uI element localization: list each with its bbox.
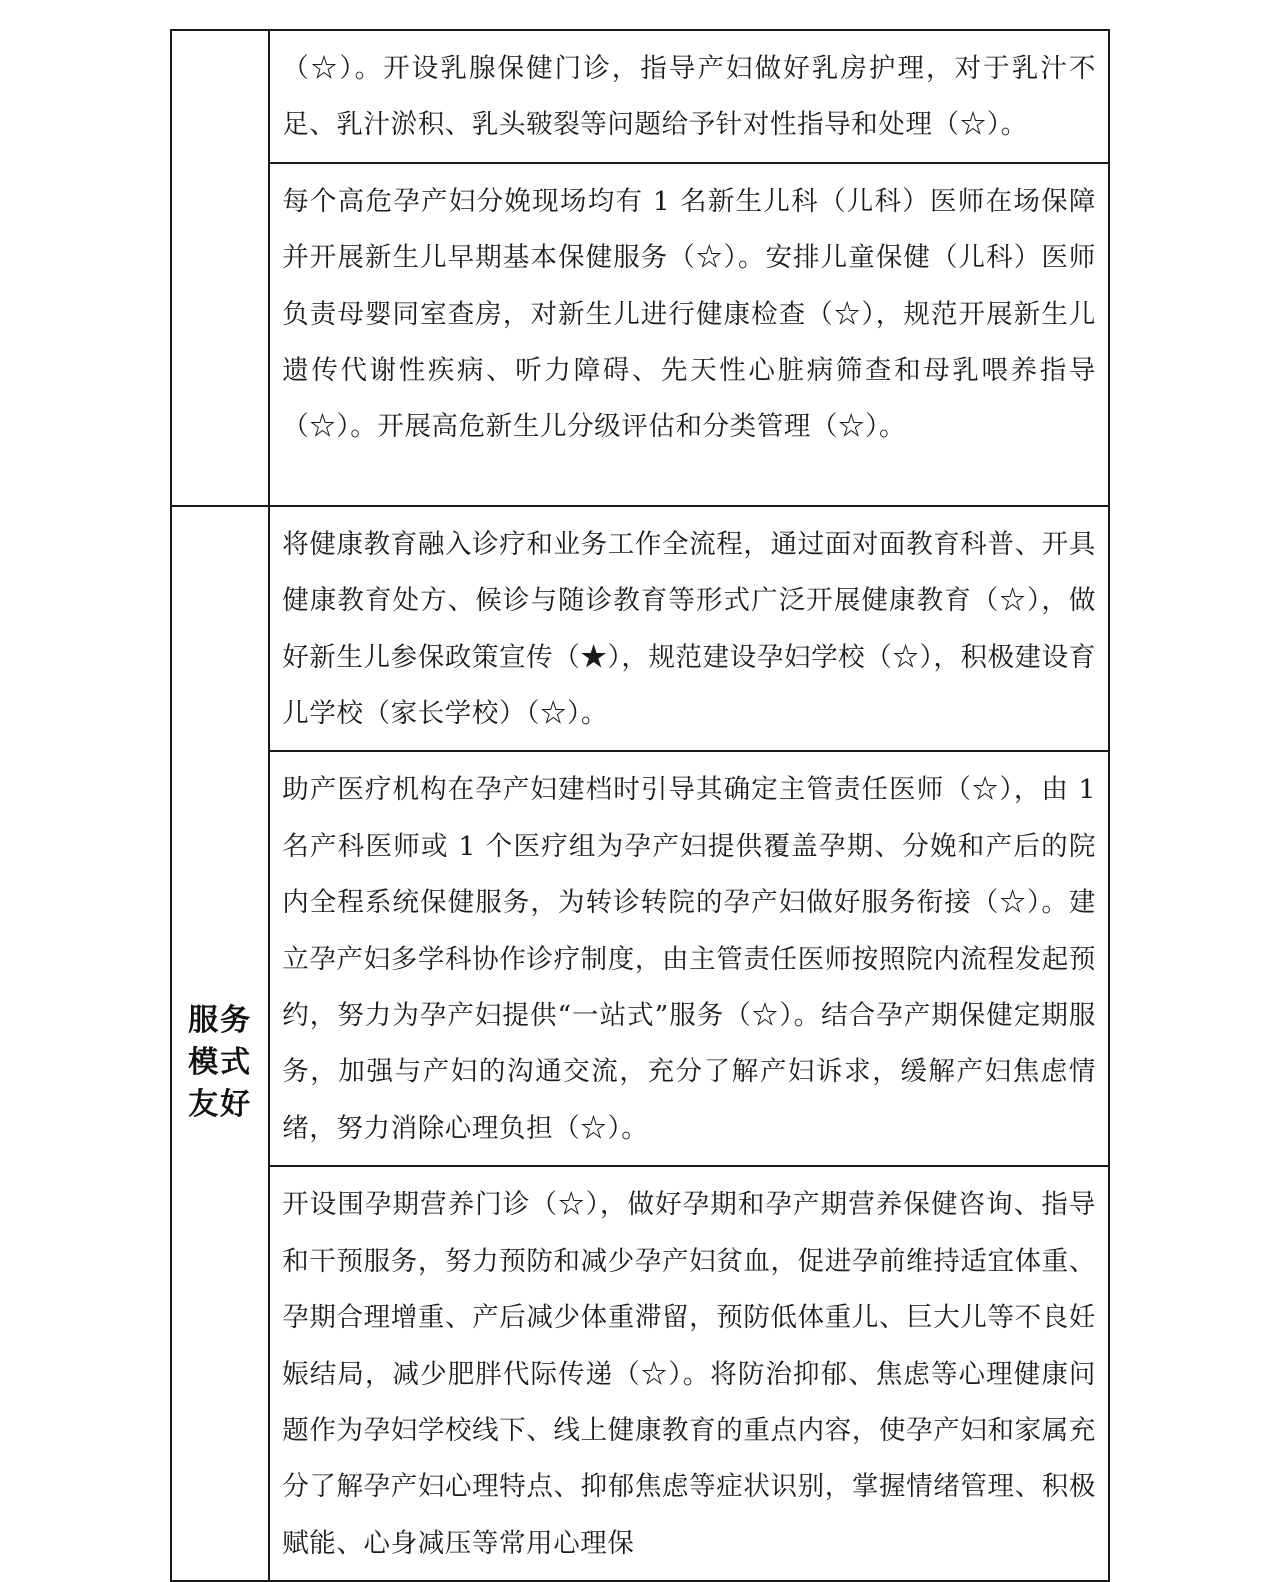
content-cell [269,751,1109,1166]
paragraph-breastfeeding-care: （☆）。开设乳腺保健门诊，指导产妇做好乳房护理，对于乳汁不足、乳汁淤积、乳头皲裂等问题给予针对性指导和处理（☆）。 [282,53,1096,141]
row-label-cell-empty [171,30,269,506]
paragraph-responsible-physician: 助产医疗机构在孕产妇建档时引导其确定主管责任医师（☆），由 1 名产科医师或 1 个医疗组为孕产妇提供覆盖孕期、分娩和产后的院内全程系统保健服务，为转诊转院的孕产妇做好服务衔接（☆）。建立孕产妇多学科协作诊疗制度，由主管责任医师按照院内流程发起预约，努力为孕产妇提供“一站式”服务（☆）。结合孕产期保健定期服务，加强与产妇的沟通交流，充分了解产妇诉求，缓解产妇焦虑情绪，努力消除心理负担（☆）。 [282,774,1096,1144]
row-label: 服务模式友好 [188,1003,253,1123]
standards-table [170,29,1110,1582]
table-row [171,30,1109,163]
paragraph-health-education: 将健康教育融入诊疗和业务工作全流程，通过面对面教育科普、开具健康教育处方、候诊与随诊教育等形式广泛开展健康教育（☆），做好新生儿参保政策宣传（★），规范建设孕妇学校（☆），积极建设育儿学校（家长学校）（☆）。 [282,528,1096,730]
content-cell [269,163,1109,506]
row-label-cell-service-mode [171,506,269,1581]
content-cell [269,506,1109,752]
table-row [171,751,1109,1166]
table-row [171,506,1109,752]
table-row [171,163,1109,506]
paragraph-newborn-care: 每个高危孕产妇分娩现场均有 1 名新生儿科（儿科）医师在场保障并开展新生儿早期基本保健服务（☆）。安排儿童保健（儿科）医师负责母婴同室查房，对新生儿进行健康检查（☆），规范开展新生儿遗传代谢性疾病、听力障碍、先天性心脏病筛查和母乳喂养指导（☆）。开展高危新生儿分级评估和分类管理（☆）。 [282,185,1096,443]
paragraph-nutrition-mental-health: 开设围孕期营养门诊（☆），做好孕期和孕产期营养保健咨询、指导和干预服务，努力预防和减少孕产妇贫血，促进孕前维持适宜体重、孕期合理增重、产后减少体重滞留，预防低体重儿、巨大儿等不良妊娠结局，减少肥胖代际传递（☆）。将防治抑郁、焦虑等心理健康问题作为孕妇学校线下、线上健康教育的重点内容，使孕产妇和家属充分了解孕产妇心理特点、抑郁焦虑等症状识别，掌握情绪管理、积极赋能、心身减压等常用心理保 [282,1189,1096,1559]
content-cell [269,1166,1109,1581]
table-row [171,1166,1109,1581]
row-label [185,246,255,286]
content-cell [269,30,1109,163]
